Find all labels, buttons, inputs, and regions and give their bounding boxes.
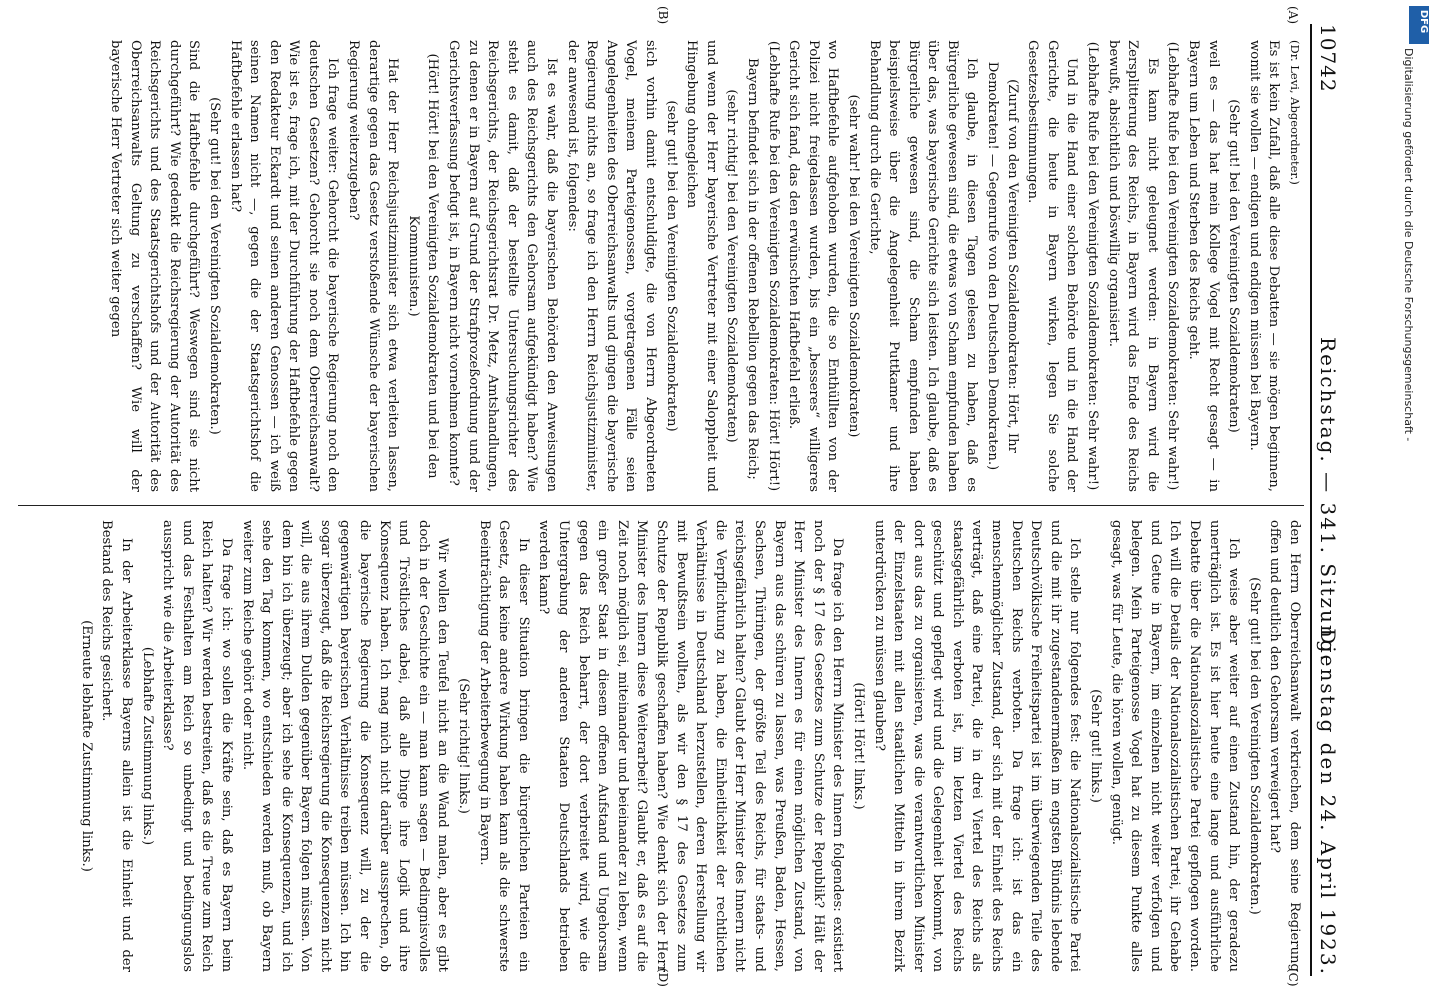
interjection: (Sehr gut! bei den Vereinigten Sozialdemokraten.) (1246, 577, 1262, 915)
margin-letter-a: (A) (1286, 6, 1300, 25)
margin-letter-b: (B) (656, 6, 670, 25)
paragraph: Und in die Hand einer solchen Behörde und in die Hand der Gerichte, die heute in Bayern wirken, legen Sie solche Gesetzesbestimmungen. (1025, 40, 1080, 492)
paragraph: den Herrn Oberreichsanwalt verkriechen, dem seine Regierung offen und deutlich den Gehorsam verweigert hat? (1267, 520, 1302, 972)
interjection: (Hört! Hört! bei den Vereinigten Sozialdemokraten und bei den Kommunisten.) (405, 53, 441, 479)
paragraph: In dieser Situation bringen die bürgerlichen Parteien ein Gesetz, das keine andere Wirkung haben kann als die schwerste Beeinträchtigung der Arbeiterbewegung in Bayern. (476, 520, 531, 972)
column-divider (18, 505, 1304, 506)
paragraph: sich vorhin damit entschuldigte, die von Herrn Abgeordneten Vogel, meinem Parteigenossen, vorgetragenen Fälle seien Angelegenheiten des Oberreichsanwalts und gingen die bayerische Regierung nichts an, so frage ich den Herrn Reichsjustizminister, der anwesend ist, folgendes: (564, 40, 658, 492)
page-header (1310, 24, 1342, 976)
margin-letter-c: (C) (1286, 968, 1300, 987)
paragraph: Bayern befindet sich in der offenen Rebellion gegen das Reich; (744, 58, 760, 480)
watermark-text: Digitalisierung gefördert durch die Deutsche Forschungsgemeinschaft - (1402, 48, 1415, 442)
interjection: (Sehr gut! bei den Vereinigten Sozialdemokraten) (1226, 99, 1242, 433)
paragraph: Sind die Haftbefehle durchgeführt? Weswegen sind sie nicht durchgeführt? Wie gedenkt die Reichsregierung der Autorität des Reichsgerichts und des Staatsgerichtshofs und der Autorität des Oberreichsanwalts Geltung zu verschaffen? Wie will der bayerische Herr Vertreter sich weiter gegen (107, 40, 202, 492)
interjection: (Hört! Hört! links.) (850, 682, 866, 810)
paragraph: wo Haftbefehle aufgehoben wurden, die so Enthüllten von der Polizei nicht freigelassen wurden, bis ein „besseres“ willigeres Gericht sich fand, das den erwünschten Haftbefehl erließ. (786, 40, 841, 492)
page-number: 10742 (1316, 24, 1340, 93)
paragraph: Ich frage weiter: Gehorcht die bayerische Regierung noch den deutschen Gesetzen? Gehorcht sie noch dem Oberreichsanwalt? Wie ist es, frage ich, mit der Durchführung der Haftbefehle gegen den Redakteur Eckardt und seinen anderen Genossen — ich weiß seinen Namen nicht —, gegen die der Staatsgerichtshof die Haftbefehle erlassen hat? (227, 40, 341, 492)
paragraph: Ist es wahr, daß die bayerischen Behörden den Anweisungen auch des Reichsgerichts den Gehorsam aufgekündigt haben? Wie steht es damit, daß der bestellte Untersuchungsrichter des Reichsgerichts, der Reichsgerichtsrat Dr. Metz, Amtshandlungen, zu denen er in Bayern auf Grund der Strafprozeßordnung und der Gerichtsverfassung befugt ist, in Bayern nicht vornehmen konnte? (446, 40, 560, 492)
paragraph: und wenn der Herr bayerische Vertreter mit einer Saloppheit und Hingebung ohnegleichen (684, 40, 719, 492)
paragraph: Es kann nicht geleugnet werden: in Bayern wird die Zersplitterung des Reichs, in Bayern wird das Ende des Reichs bewußt, absichtlich und böswillig organisiert. (1105, 40, 1160, 492)
interjection: (Erneute lebhafte Zustimmung links.) (78, 620, 94, 872)
interjection: (sehr gut! bei den Vereinigten Sozialdemokraten) (663, 100, 679, 432)
header-date: Dienstag den 24. April 1923. (1316, 628, 1340, 976)
right-column (18, 520, 1304, 972)
paragraph: Ich glaube, in diesen Tagen gelesen zu haben, daß es Bürgerliche gewesen sind, die etwas von Scham empfunden haben über das, was bayerische Gerichte sich leisten. Ich glaube, daß es Bürgerliche gewesen sind, die Scham empfunden haben beispielsweise über die Angelegenheit Puttkamer und ihre Behandlung durch die Gerichte, (866, 40, 980, 492)
interjection: (Lebhafte Rufe bei den Vereinigten Sozialdemokraten: Hört! Hört!) (765, 40, 781, 492)
margin-letter-d: (D) (656, 968, 670, 987)
paragraph: Ich weise aber weiter auf einen Zustand hin, der geradezu unerträglich ist. Es ist hier heute eine lange und ausführliche Debatte über die Nationalsozialistische Partei gepflogen worden. Ich will die Details der Nationalsozialistischen Partei, ihr Gehabe und Getue in Bayern, im einzelnen nicht weiter verfolgen und belegen. Mein Parteigenosse Vogel hat zu diesem Punkte alles gesagt, was für Leute, die hören wollen, genügt. (1108, 520, 1242, 972)
header-title: Reichstag. — 341. Sitzung. (1316, 337, 1340, 663)
dfg-watermark (1402, 0, 1434, 1000)
paragraph: Da frage ich: wo sollen die Kräfte sein, daß es Bayern beim Reich halten? Wir werden bestreiten, daß es die Treue zum Reich und das Festhalten am Reich so unbedingt und bedingungslos ausspricht wie die Arbeiterklasse? (160, 520, 234, 972)
interjection: (Lebhafte Rufe bei den Vereinigten Sozialdemokraten: Sehr wahr!) (1165, 41, 1181, 491)
interjection: (Lebhafte Zustimmung links.) (139, 646, 155, 846)
interjection: (sehr richtig! bei den Vereinigten Sozialdemokraten) (724, 89, 740, 443)
paragraph: Es ist kein Zufall, daß alle diese Debatten — sie mögen beginnen, womit sie wollen — endigen und endigen müssen bei Bayern. (1246, 40, 1282, 492)
interjection: (Zuruf von den Vereinigten Sozialdemokraten: Hört, Ihr Demokraten! — Gegenrufe von den Deutschen Demokraten.) (985, 61, 1020, 471)
interjection: (Lebhafte Rufe bei den Vereinigten Sozialdemokraten: Sehr wahr!) (1085, 41, 1101, 491)
interjection: (Sehr richtig! links.) (456, 678, 472, 814)
paragraph: Da frage ich den Herrn Minister des Innern folgendes: existiert noch der § 17 des Gesetzes zum Schutze der Republik? Hält der Herr Minister des Innern es für einen möglichen Zustand, von Bayern aus das schüren zu lassen, was Preußen, Baden, Hessen, Sachsen, Thüringen, der größte Teil des Reichs, für staats- und reichsgefährlich halten? Glaubt der Herr Minister des Innern nicht die Verpflichtung zu haben, die Einheitlichkeit der rechtlichen Verhältnisse in Deutschland herzustellen, deren Herstellung wir mit Bewußtsein wollten, als wir den § 17 des Gesetzes zum Schutze der Republik geschaffen haben? Wie denkt sich der Herr Minister des Innern diese Weiterarbeit? Glaubt er, daß es auf die Zeit noch möglich sei, miteinander und beieinander zu leben, wenn ein großer Staat in diesem offenen Aufstand und Ungehorsam gegen das Reich beharrt, der dort verbreitet wird, wie die Untergrabung der anderen Staaten Deutschlands betrieben werden kann? (536, 520, 846, 972)
interjection: (Sehr gut! links.) (1088, 689, 1104, 803)
paragraph: weil es — das hat mein Kollege Vogel mit Recht gesagt — in Bayern um Leben und Sterben des Reichs geht. (1186, 40, 1221, 492)
interjection: (Sehr gut! bei den Vereinigten Sozialdemokraten.) (206, 97, 222, 435)
interjection: (sehr wahr! bei den Vereinigten Sozialdemokraten) (845, 94, 861, 438)
paragraph: In der Arbeiterklasse Bayerns allein ist die Einheit und der Bestand des Reichs gesichert. (99, 520, 134, 972)
left-column (18, 40, 1304, 492)
paragraph: Wir wollen den Teufel nicht an die Wand malen, aber es gibt doch in der Geschichte ein — man kann sagen — Bedingnisvolles und Tröstliches dabei, daß alle Dinge ihre Logik und ihre Konsequenz haben. Ich mag mich nicht darüber aussprechen, ob die bayerische Regierung die Konsequenz will, zu der die gegenwärtigen bayerischen Verhältnisse treiben müssen. Ich bin sogar überzeugt, daß die Reichsregierung die Konsequenzen nicht will, die aus ihrem Dulden gegenüber Bayern folgen müssen. Von dem bin ich überzeugt; aber ich sehe die Konsequenzen, und ich sehe den Tag kommen, wo entschieden werden muß, ob Bayern weiter zum Reiche gehört oder nicht. (239, 520, 451, 972)
dfg-logo: DFG (1409, 6, 1429, 44)
speaker-note: (Dr. Levi, Abgeordneter.) (1288, 40, 1302, 185)
paragraph: Hat der Herr Reichsjustizminister sich etwa verleiten lassen, derartige gegen das Gesetz verstoßende Wünsche der bayerischen Regierung weiterzugeben? (346, 40, 401, 492)
paragraph: Ich stelle nur folgendes fest: die Nationalsozialistische Partei und die mit ihr zugestandenermaßen im engsten Bündnis lebende Deutschvölkische Freiheitspartei ist im überwiegenden Teile des Deutschen Reichs verboten. Da frage ich: ist das ein menschenmöglicher Zustand, der sich mit der Einheit des Reichs verträgt, daß eine Partei, die in drei Viertel des Reichs als staatsgefährlich verboten ist, im letzten Viertel des Reichs geschützt und gepflegt wird und die Gelegenheit bekommt, von dort aus das zu organisieren, was die verantwortlichen Minister der Einzelstaaten mit allen staatlichen Mitteln in ihrem Bezirk unterdrücken zu müssen glauben? (871, 520, 1083, 972)
